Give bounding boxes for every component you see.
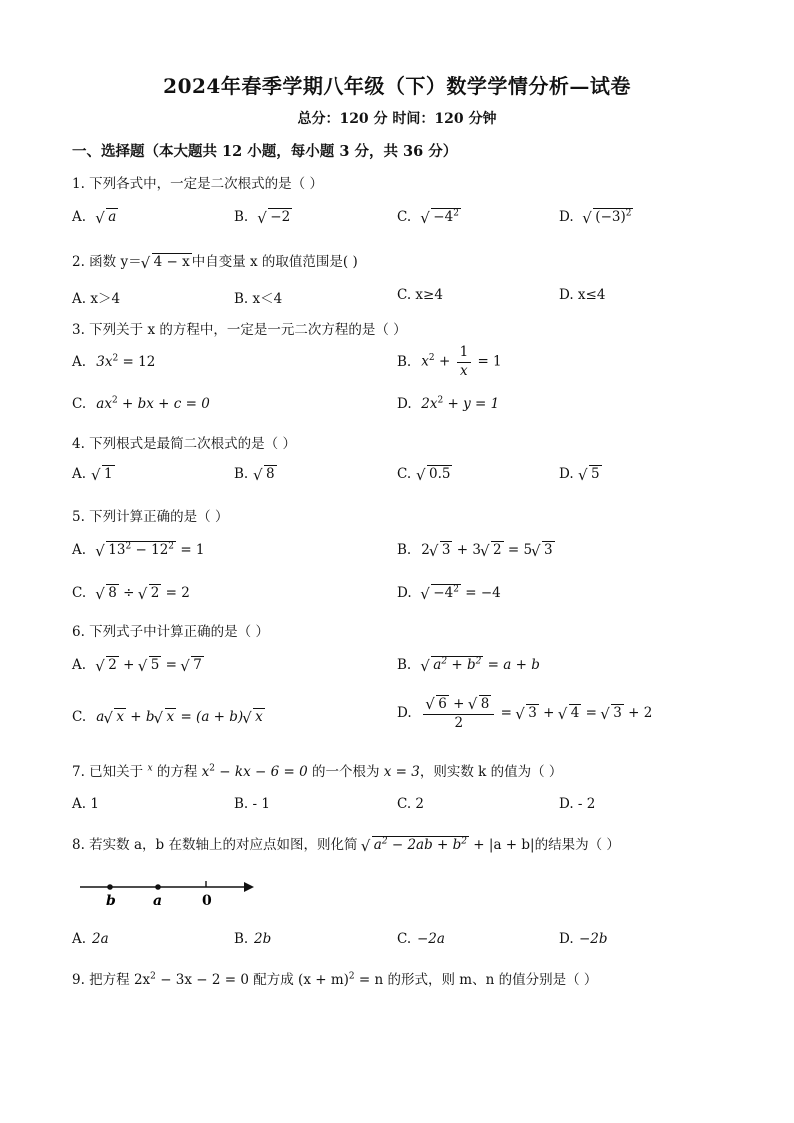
point-a-label: a — [153, 893, 163, 909]
point-a-dot — [155, 884, 161, 890]
question-4-option-c: C.√ 0.5 — [397, 465, 452, 483]
question-4-option-b: B.√ 8 — [234, 465, 277, 483]
question-5-option-a: A. √ $13^2 - 12^2 = 1$ — [72, 541, 205, 559]
question-3-option-c: C. $ax^2$ + bx + c = 0 — [72, 395, 210, 412]
section-heading: 一、选择题（本大题共 12 小题，每小题 3 分，共 36 分） — [72, 143, 458, 160]
exam-info: 总分：120 分 时间：120 分钟 — [297, 111, 497, 127]
question-2-option-d: D. x≤4 — [559, 287, 606, 303]
question-5-stem: 5. 下列计算正确的是（ ） — [72, 509, 229, 525]
page-title: 2024年春季学期八年级（下）数学学情分析—试卷 — [163, 74, 631, 98]
question-2-option-c: C. x≥4 — [397, 287, 443, 303]
question-1-option-a: A. √ a — [72, 208, 118, 226]
question-6-option-c: C. a√ x + b√ x = (a + b)√ x — [72, 708, 265, 726]
question-2-option-a: A. x＞4 — [72, 291, 121, 307]
question-3-stem: 3. 下列关于 x 的方程中，一定是一元二次方程的是（ ） — [72, 322, 407, 338]
question-6-option-d: D. √ $\frac{6 + √ 8}{2}$ = √ 3 + √ 4 = √ 3 + 2 — [397, 695, 652, 732]
question-8-stem: 8. 若实数 a，b 在数轴上的对应点如图，则化简 √ $a^2 - 2ab + b^2 + |a + b|$的结果为（ ） — [72, 833, 620, 854]
question-7-option-b: B. - 1 — [234, 796, 270, 812]
point-b-dot — [107, 884, 113, 890]
question-4-option-a: A.√ 1 — [72, 465, 115, 483]
point-b-label: b — [106, 893, 116, 909]
question-7-option-a: A. 1 — [72, 796, 99, 812]
question-7-option-d: D. - 2 — [559, 796, 596, 812]
question-7-option-c: C. 2 — [397, 796, 425, 812]
question-5-option-b: B. 2√ 3 + 3√ 2 = 5√ 3 — [397, 541, 555, 559]
question-6-stem: 6. 下列式子中计算正确的是（ ） — [72, 624, 269, 640]
question-8-option-b: B. 2b — [234, 931, 272, 947]
question-2-option-b: B. x＜4 — [234, 291, 283, 307]
question-2-stem: 2. 函数 y＝√ 4 − x 中自变量 x 的取值范围是( ) — [72, 250, 358, 271]
question-6-option-a: A. √ 2 + √ 5 = √ 7 — [72, 656, 204, 674]
question-5-option-d: D. √ $-4^2 = -4$ — [397, 584, 501, 602]
question-1-option-b: B. √ −2 — [234, 208, 292, 226]
question-4-option-d: D.√ 5 — [559, 465, 602, 483]
number-line-arrow-icon — [244, 882, 254, 892]
question-3-option-b: B. $x^2$ + $\frac{1}{x}$ = 1 — [397, 344, 502, 379]
question-1-stem: 1. 下列各式中，一定是二次根式的是（ ） — [72, 176, 323, 192]
question-5-option-c: C. √ 8 ÷ √ 2 = 2 — [72, 584, 190, 602]
question-3-option-d: D. $2x^2 + y = 1$ — [397, 395, 500, 412]
question-9-stem: 9. 把方程 $2x^2 - 3x - 2 = 0$ 配方成 $(x + m)^2 = n$ 的形式，则 m、n 的值分别是（ ） — [72, 971, 598, 988]
question-8-option-a: A. 2a — [72, 931, 109, 947]
question-1-option-d: D. √ $(-3)^2$ — [559, 208, 633, 226]
question-7-stem: 7. 已知关于 $^x$ 的方程 $x^2$ − kx − 6 = 0 的一个根为 x = 3，则实数 k 的值为（ ） — [72, 763, 563, 780]
question-4-stem: 4. 下列根式是最简二次根式的是（ ） — [72, 436, 296, 452]
question-3-option-a: A. $3x^2 = 12$ — [72, 353, 156, 370]
origin-label: 0 — [202, 893, 212, 909]
question-8-option-c: C. −2a — [397, 931, 445, 947]
question-1-option-c: C. √ $-4^2$ — [397, 208, 461, 226]
number-line-figure — [80, 872, 270, 922]
question-6-option-b: B. √ $a^2 + b^2 = a + b$ — [397, 656, 540, 674]
question-8-option-d: D. −2b — [559, 931, 608, 947]
